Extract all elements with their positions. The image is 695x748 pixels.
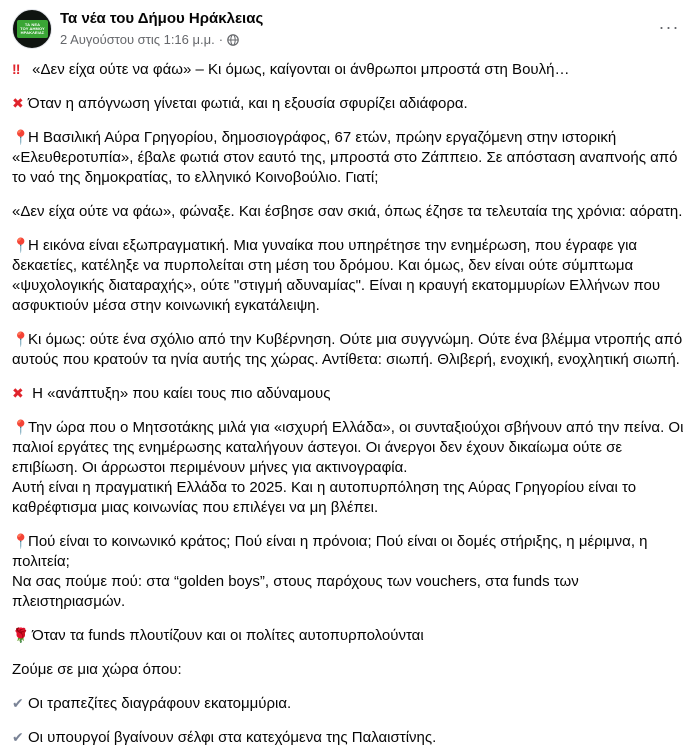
avatar-logo-line: ΤΟΥ ΔΗΜΟΥ — [20, 26, 45, 31]
paragraph-text: «Δεν είχα ούτε να φάω» – Κι όμως, καίγονται οι άνθρωποι μπροστά στη Βουλή… — [32, 61, 570, 78]
check-mark-icon: ✔ — [12, 695, 24, 711]
paragraph — [12, 330, 687, 370]
paragraph — [12, 532, 687, 612]
list-item — [12, 728, 687, 748]
paragraph-text: Οι υπουργοί βγαίνουν σέλφι στα κατεχόμενα της Παλαιστίνης. — [28, 729, 437, 746]
check-mark-icon: ✔ — [12, 729, 24, 745]
paragraph — [12, 236, 687, 316]
paragraph-text: Η Βασιλική Αύρα Γρηγορίου, δημοσιογράφος, 67 ετών, πρώην εργαζόμενη στην ιστορική «Ελευθεροτυπία», έβαλε φωτιά στον εαυτό της, μπροστά στο Ζάππειο. Σε απόσταση αναπνοής από το ναό της δημοκρατίας, το ελληνικό Κοινοβούλιο. Γιατί; — [12, 129, 678, 186]
post-header — [12, 9, 683, 51]
paragraph — [12, 660, 687, 680]
page-avatar[interactable] — [12, 9, 52, 49]
post-meta — [60, 32, 239, 47]
paragraph — [12, 384, 687, 404]
paragraph-text: Η εικόνα είναι εξωπραγματική. Μια γυναίκα που υπηρέτησε την ενημέρωση, που έγραφε για δεκαετίες, κατέληξε να πυρπολείται στη μέση του δρόμου. Και όμως, δεν είναι ούτε σύμπτωμα «ψυχολογικής διαταραχής», ούτε "στιγμή αδυναμίας". Είναι η κραυγή εκατομμυρίων Ελλήνων που ασφυκτιούν μέσα στην κοινωνική εγκατάλειψη. — [12, 237, 661, 314]
cross-mark-icon: ✖ — [12, 95, 24, 111]
pin-icon: 📍 — [12, 533, 30, 549]
avatar-logo — [17, 20, 48, 38]
post-body — [12, 60, 687, 748]
paragraph — [12, 202, 687, 222]
paragraph-text: Κι όμως: ούτε ένα σχόλιο από την Κυβέρνηση. Ούτε μια συγγνώμη. Ούτε ένα βλέμμα ντροπής από αυτούς που κρατούν τα ηνία αυτής της χώρας. Αντίθετα: σιωπή. Θλιβερή, ενοχική, ενοχλητική σιωπή. — [12, 331, 683, 368]
more-options-button[interactable]: ··· — [658, 16, 680, 37]
paragraph-text: Η «ανάπτυξη» που καίει τους πιο αδύναμους — [28, 385, 331, 402]
list-item — [12, 694, 687, 714]
pin-icon: 📍 — [12, 237, 30, 253]
paragraph-text: Πού είναι το κοινωνικό κράτος; Πού είναι η πρόνοια; Πού είναι οι δομές στήριξης, η μέριμνα, η πολιτεία; Να σας πούμε πού: στα “golden boys”, στους παρόχους των vouchers, στα funds των πλειστηριασμών. — [12, 533, 648, 610]
meta-separator: · — [218, 32, 224, 47]
page-name-link[interactable]: Τα νέα του Δήμου Ηράκλειας — [60, 10, 264, 27]
pin-icon: 📍 — [12, 419, 30, 435]
pin-icon: 📍 — [12, 129, 30, 145]
pin-icon: 📍 — [12, 331, 30, 347]
globe-icon[interactable] — [227, 34, 239, 46]
paragraph — [12, 60, 687, 80]
double-exclamation-icon: ‼ — [12, 61, 19, 77]
paragraph — [12, 94, 687, 114]
avatar-logo-line: ΗΡΑΚΛΕΙΑΣ — [20, 30, 45, 35]
paragraph-text: Όταν τα funds πλουτίζουν και οι πολίτες αυτοπυρπολούνται — [28, 627, 424, 644]
paragraph-text: Ζούμε σε μια χώρα όπου: — [12, 661, 182, 678]
post-timestamp[interactable]: 2 Αυγούστου στις 1:16 μ.μ. — [60, 32, 215, 47]
rose-icon: 🌹 — [12, 627, 30, 643]
cross-mark-icon: ✖ — [12, 385, 24, 401]
paragraph-text: Όταν η απόγνωση γίνεται φωτιά, και η εξουσία σφυρίζει αδιάφορα. — [28, 95, 468, 112]
paragraph-text: Την ώρα που ο Μητσοτάκης μιλά για «ισχυρή Ελλάδα», οι συνταξιούχοι σβήνουν από την πείνα. Οι παλιοί εργάτες της ενημέρωσης καταλήγουν άστεγοι. Οι άνεργοι δεν έχουν δικαίωμα ούτε σε επιβίωση. Οι άρρωστοι περιμένουν μήνες για ακτινογραφία. Αυτή είναι η πραγματική Ελλάδα το 2025. Και η αυτοπυρπόληση της Αύρας Γρηγορίου είναι το καθρέφτισμα μιας κοινωνίας που επιλέγει να μη βλέπει. — [12, 419, 684, 516]
paragraph — [12, 128, 687, 188]
paragraph — [12, 626, 687, 646]
paragraph-text: «Δεν είχα ούτε να φάω», φώναξε. Και έσβησε σαν σκιά, όπως έζησε τα τελευταία της χρόνια: αόρατη. — [12, 203, 683, 220]
paragraph-text: Οι τραπεζίτες διαγράφουν εκατομμύρια. — [28, 695, 292, 712]
avatar-logo-line: ΤΑ ΝΕΑ — [24, 22, 41, 27]
paragraph — [12, 418, 687, 518]
